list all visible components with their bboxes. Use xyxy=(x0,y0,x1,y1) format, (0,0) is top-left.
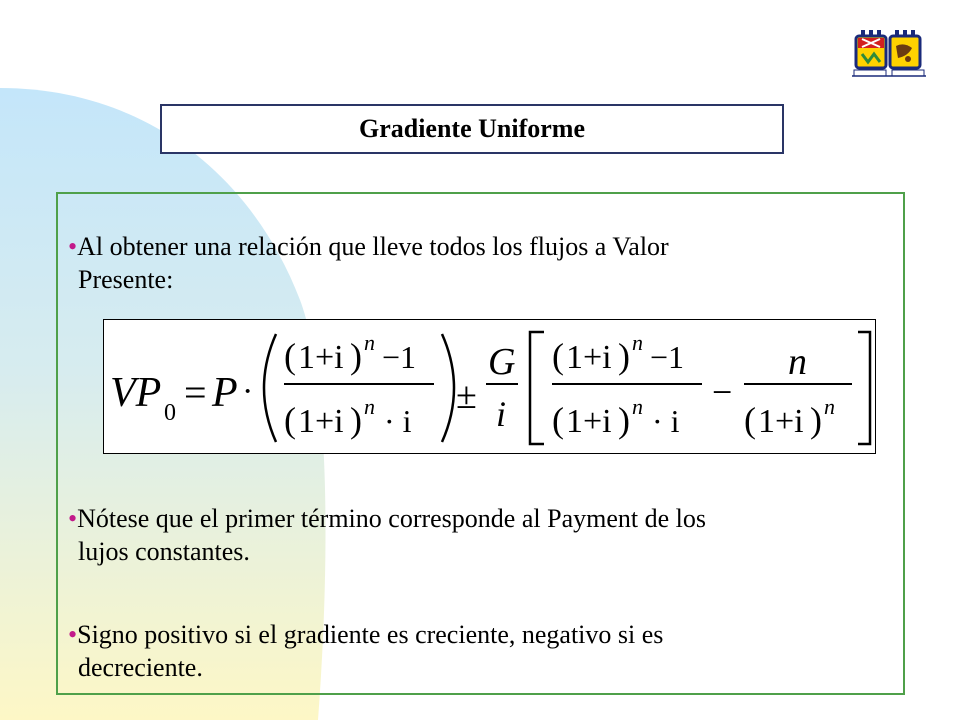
big-left-paren xyxy=(264,334,276,442)
page-title: Gradiente Uniforme xyxy=(358,114,585,143)
frac1-num-base: 1+i xyxy=(298,339,344,376)
formula-G: G xyxy=(488,341,516,383)
frac1-den-close-paren: ) xyxy=(350,400,362,440)
frac2-num-close-paren: ) xyxy=(618,336,630,376)
bullet-icon: • xyxy=(68,504,78,533)
formula-i: i xyxy=(496,394,507,434)
frac3-den-base: 1+i xyxy=(758,403,804,440)
bullet-paragraph-2 xyxy=(68,502,896,568)
big-right-paren xyxy=(442,334,454,442)
bullet-paragraph-3 xyxy=(68,618,896,684)
frac2-den-open-paren: ( xyxy=(552,400,564,440)
frac1-num-open-paren: ( xyxy=(284,336,296,376)
frac1-num-exponent: n xyxy=(364,330,375,355)
paragraph-2-line-2: lujos constantes. xyxy=(78,537,250,566)
frac3-den-open-paren: ( xyxy=(744,400,756,440)
paragraph-3-line-1: Signo positivo si el gradiente es creciente, negativo si es xyxy=(77,620,664,649)
frac2-den-close-paren: ) xyxy=(618,400,630,440)
frac2-num-base: 1+i xyxy=(566,339,612,376)
frac3-den-exponent: n xyxy=(824,394,835,419)
paragraph-3-line-2: decreciente. xyxy=(78,653,203,682)
frac1-den-base: 1+i xyxy=(298,403,344,440)
frac2-den-times-i: · i xyxy=(652,403,680,439)
formula-plus-minus: ± xyxy=(456,375,477,417)
frac1-num-close-paren: ) xyxy=(350,336,362,376)
formula-P: P xyxy=(212,370,238,416)
bullet-paragraph-1 xyxy=(68,230,896,296)
bullet-icon: • xyxy=(68,232,78,261)
frac3-den-close-paren: ) xyxy=(810,400,822,440)
frac2-den-base: 1+i xyxy=(566,403,612,440)
title-box xyxy=(160,104,784,154)
big-right-bracket xyxy=(858,332,870,444)
present-value-formula xyxy=(104,320,877,455)
formula-lhs-subscript: 0 xyxy=(164,400,176,426)
bullet-icon: • xyxy=(68,620,78,649)
formula-minus: − xyxy=(712,372,733,412)
formula-equals: = xyxy=(184,370,207,415)
frac2-num-open-paren: ( xyxy=(552,336,564,376)
frac3-num-n: n xyxy=(788,341,807,383)
frac1-num-minus-one: −1 xyxy=(382,339,417,375)
frac1-den-times-i: · i xyxy=(384,403,412,439)
frac1-den-exponent: n xyxy=(364,394,375,419)
frac1-den-open-paren: ( xyxy=(284,400,296,440)
frac2-num-exponent: n xyxy=(632,330,643,355)
university-crest-icon xyxy=(852,28,926,82)
formula-dot: · xyxy=(242,373,254,410)
frac2-den-exponent: n xyxy=(632,394,643,419)
paragraph-2-line-1: Nótese que el primer término corresponde al Payment de los xyxy=(77,504,706,533)
formula-lhs: VP xyxy=(110,370,162,416)
paragraph-1-line-1: Al obtener una relación que lleve todos los flujos a Valor xyxy=(77,232,669,261)
paragraph-1-line-2: Presente: xyxy=(78,265,174,294)
formula-box xyxy=(103,319,876,454)
big-left-bracket xyxy=(530,332,544,444)
frac2-num-minus-one: −1 xyxy=(650,339,685,375)
